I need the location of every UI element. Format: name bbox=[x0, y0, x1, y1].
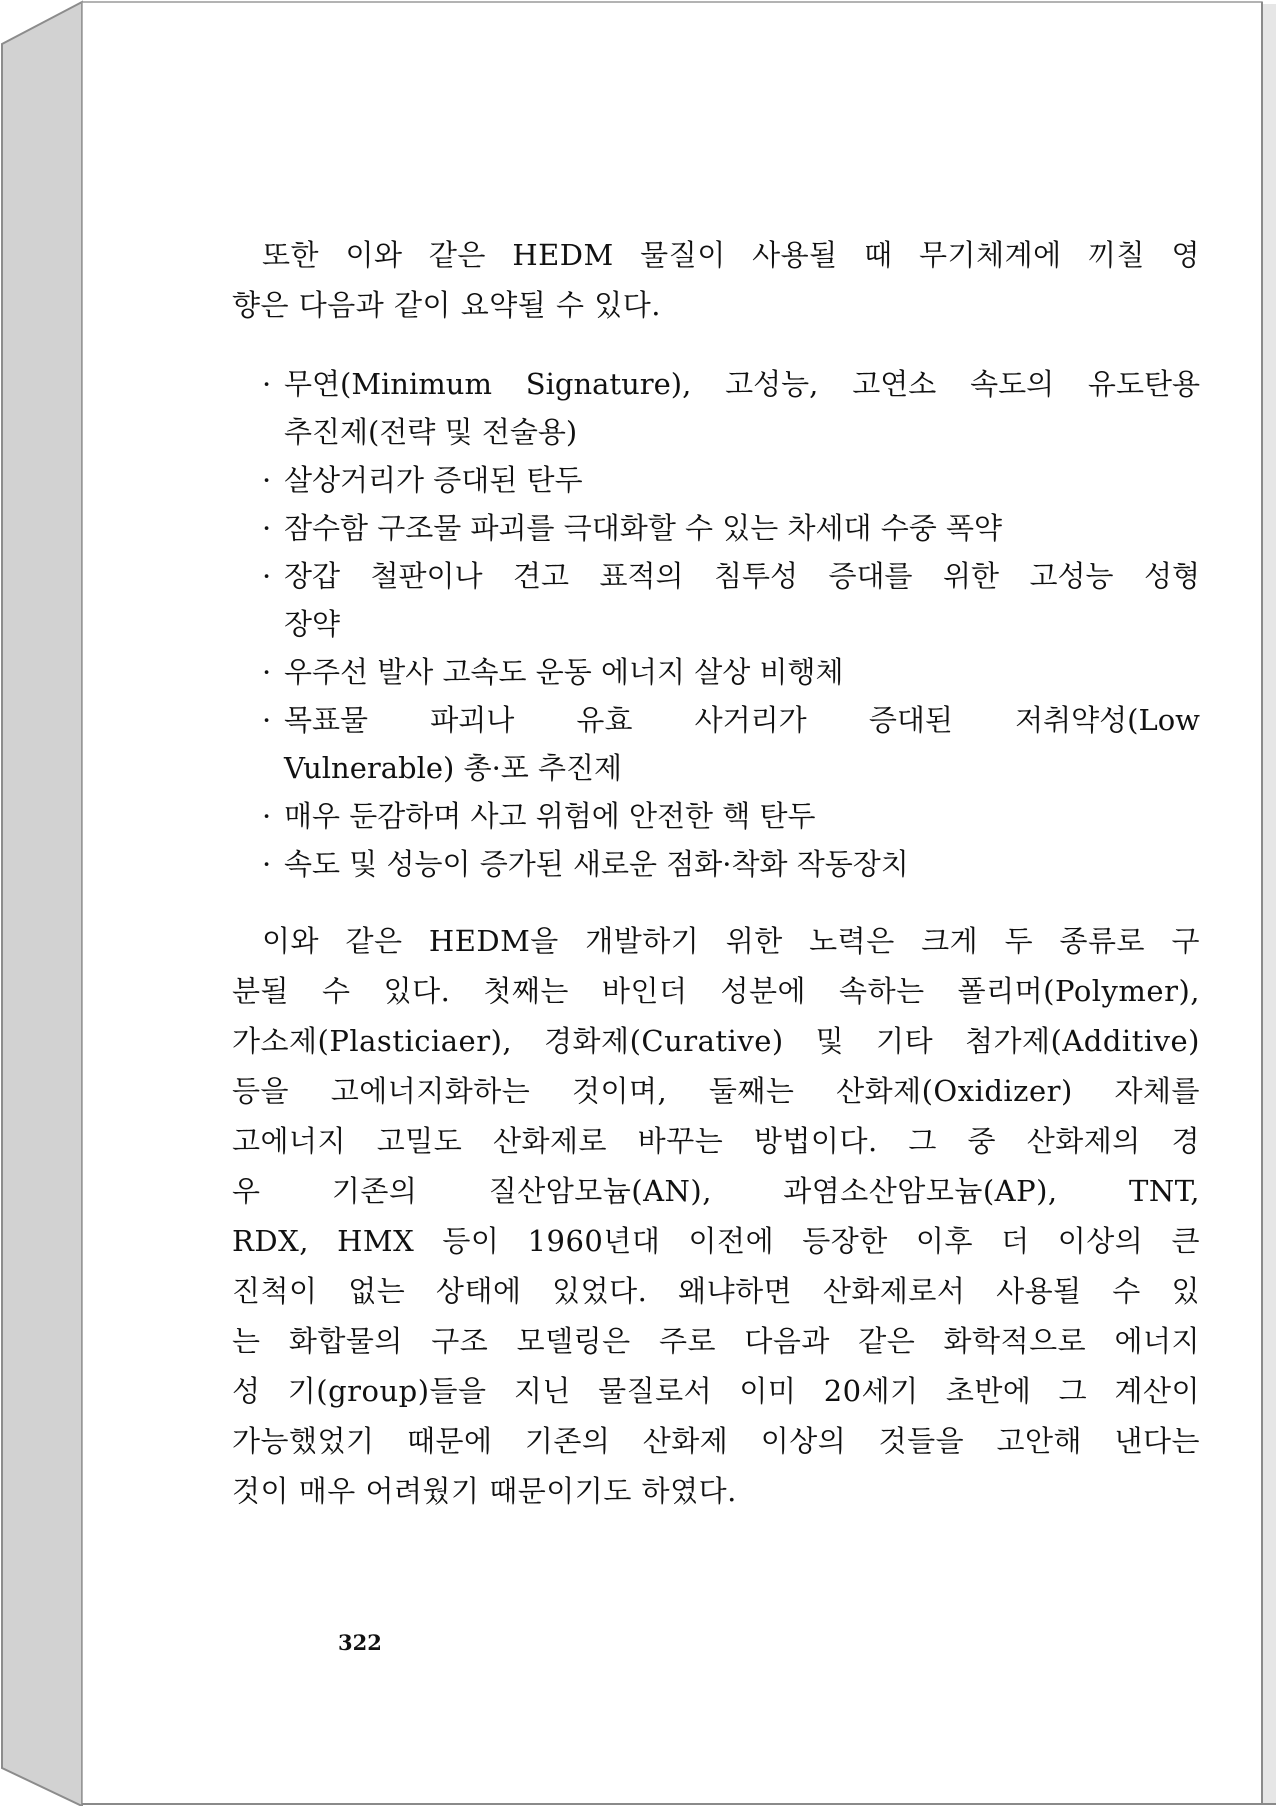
bullet-text-line: 우주선 발사 고속도 운동 에너지 살상 비행체 bbox=[284, 655, 844, 689]
bullet-text-line: 장약 bbox=[284, 607, 341, 641]
paragraph-2 bbox=[232, 916, 1200, 1516]
text-line: 또한 이와 같은 HEDM 물질이 사용될 때 무기체계에 끼칠 영 bbox=[262, 238, 1200, 272]
bullet-dot-icon: · bbox=[262, 559, 272, 593]
bullet-item bbox=[262, 456, 1200, 504]
bullet-dot-icon: · bbox=[262, 655, 272, 689]
bullet-item bbox=[262, 648, 1200, 696]
bullet-text-line: Vulnerable) 총·포 추진제 bbox=[284, 751, 623, 785]
paragraph-1 bbox=[232, 230, 1200, 330]
page-right-shadow bbox=[1262, 4, 1276, 1804]
bullet-list bbox=[232, 360, 1200, 888]
bullet-item bbox=[262, 840, 1200, 888]
bullet-dot-icon: · bbox=[262, 799, 272, 833]
bullet-item bbox=[262, 504, 1200, 552]
text-line: 진척이 없는 상태에 있었다. 왜냐하면 산화제로서 사용될 수 있 bbox=[232, 1274, 1200, 1308]
text-line: 등을 고에너지화하는 것이며, 둘째는 산화제(Oxidizer) 자체를 bbox=[232, 1074, 1200, 1108]
bullet-dot-icon: · bbox=[262, 511, 272, 545]
bullet-item bbox=[262, 696, 1200, 792]
text-line: 것이 매우 어려웠기 때문이기도 하였다. bbox=[232, 1474, 737, 1508]
bullet-dot-icon: · bbox=[262, 463, 272, 497]
bullet-item bbox=[262, 360, 1200, 456]
bullet-text-line: 살상거리가 증대된 탄두 bbox=[284, 463, 583, 497]
bullet-dot-icon: · bbox=[262, 847, 272, 881]
text-line: 향은 다음과 같이 요약될 수 있다. bbox=[232, 288, 661, 322]
text-line: 고에너지 고밀도 산화제로 바꾸는 방법이다. 그 중 산화제의 경 bbox=[232, 1124, 1200, 1158]
text-line: 분될 수 있다. 첫째는 바인더 성분에 속하는 폴리머(Polymer), bbox=[232, 974, 1200, 1008]
bullet-text-line: 매우 둔감하며 사고 위험에 안전한 핵 탄두 bbox=[284, 799, 816, 833]
bullet-text-line: 목표물 파괴나 유효 사거리가 증대된 저취약성(Low bbox=[284, 703, 1200, 737]
text-line: 이와 같은 HEDM을 개발하기 위한 노력은 크게 두 종류로 구 bbox=[262, 924, 1200, 958]
text-line: 는 화합물의 구조 모델링은 주로 다음과 같은 화학적으로 에너지 bbox=[232, 1324, 1200, 1358]
bullet-text-line: 추진제(전략 및 전술용) bbox=[284, 415, 578, 449]
page bbox=[82, 2, 1262, 1800]
text-line: 가소제(Plasticiaer), 경화제(Curative) 및 기타 첨가제(Additive) bbox=[232, 1024, 1200, 1058]
text-line: 가능했었기 때문에 기존의 산화제 이상의 것들을 고안해 낸다는 bbox=[232, 1424, 1200, 1458]
page-number: 322 bbox=[338, 1630, 382, 1655]
text-line: 우 기존의 질산암모늄(AN), 과염소산암모늄(AP), TNT, bbox=[232, 1174, 1200, 1208]
book-spine bbox=[2, 2, 82, 1806]
bullet-text-line: 장갑 철판이나 견고 표적의 침투성 증대를 위한 고성능 성형 bbox=[284, 559, 1200, 593]
bullet-text-line: 무연(Minimum Signature), 고성능, 고연소 속도의 유도탄용 bbox=[284, 367, 1200, 401]
bullet-item bbox=[262, 552, 1200, 648]
bullet-text-line: 속도 및 성능이 증가된 새로운 점화·착화 작동장치 bbox=[284, 847, 909, 881]
bullet-item bbox=[262, 792, 1200, 840]
text-line: 성 기(group)들을 지닌 물질로서 이미 20세기 초반에 그 계산이 bbox=[232, 1374, 1200, 1408]
bullet-dot-icon: · bbox=[262, 703, 272, 737]
page-content bbox=[232, 230, 1200, 1516]
bullet-text-line: 잠수함 구조물 파괴를 극대화할 수 있는 차세대 수중 폭약 bbox=[284, 511, 1003, 545]
text-line: RDX, HMX 등이 1960년대 이전에 등장한 이후 더 이상의 큰 bbox=[232, 1224, 1200, 1258]
bullet-dot-icon: · bbox=[262, 367, 272, 401]
